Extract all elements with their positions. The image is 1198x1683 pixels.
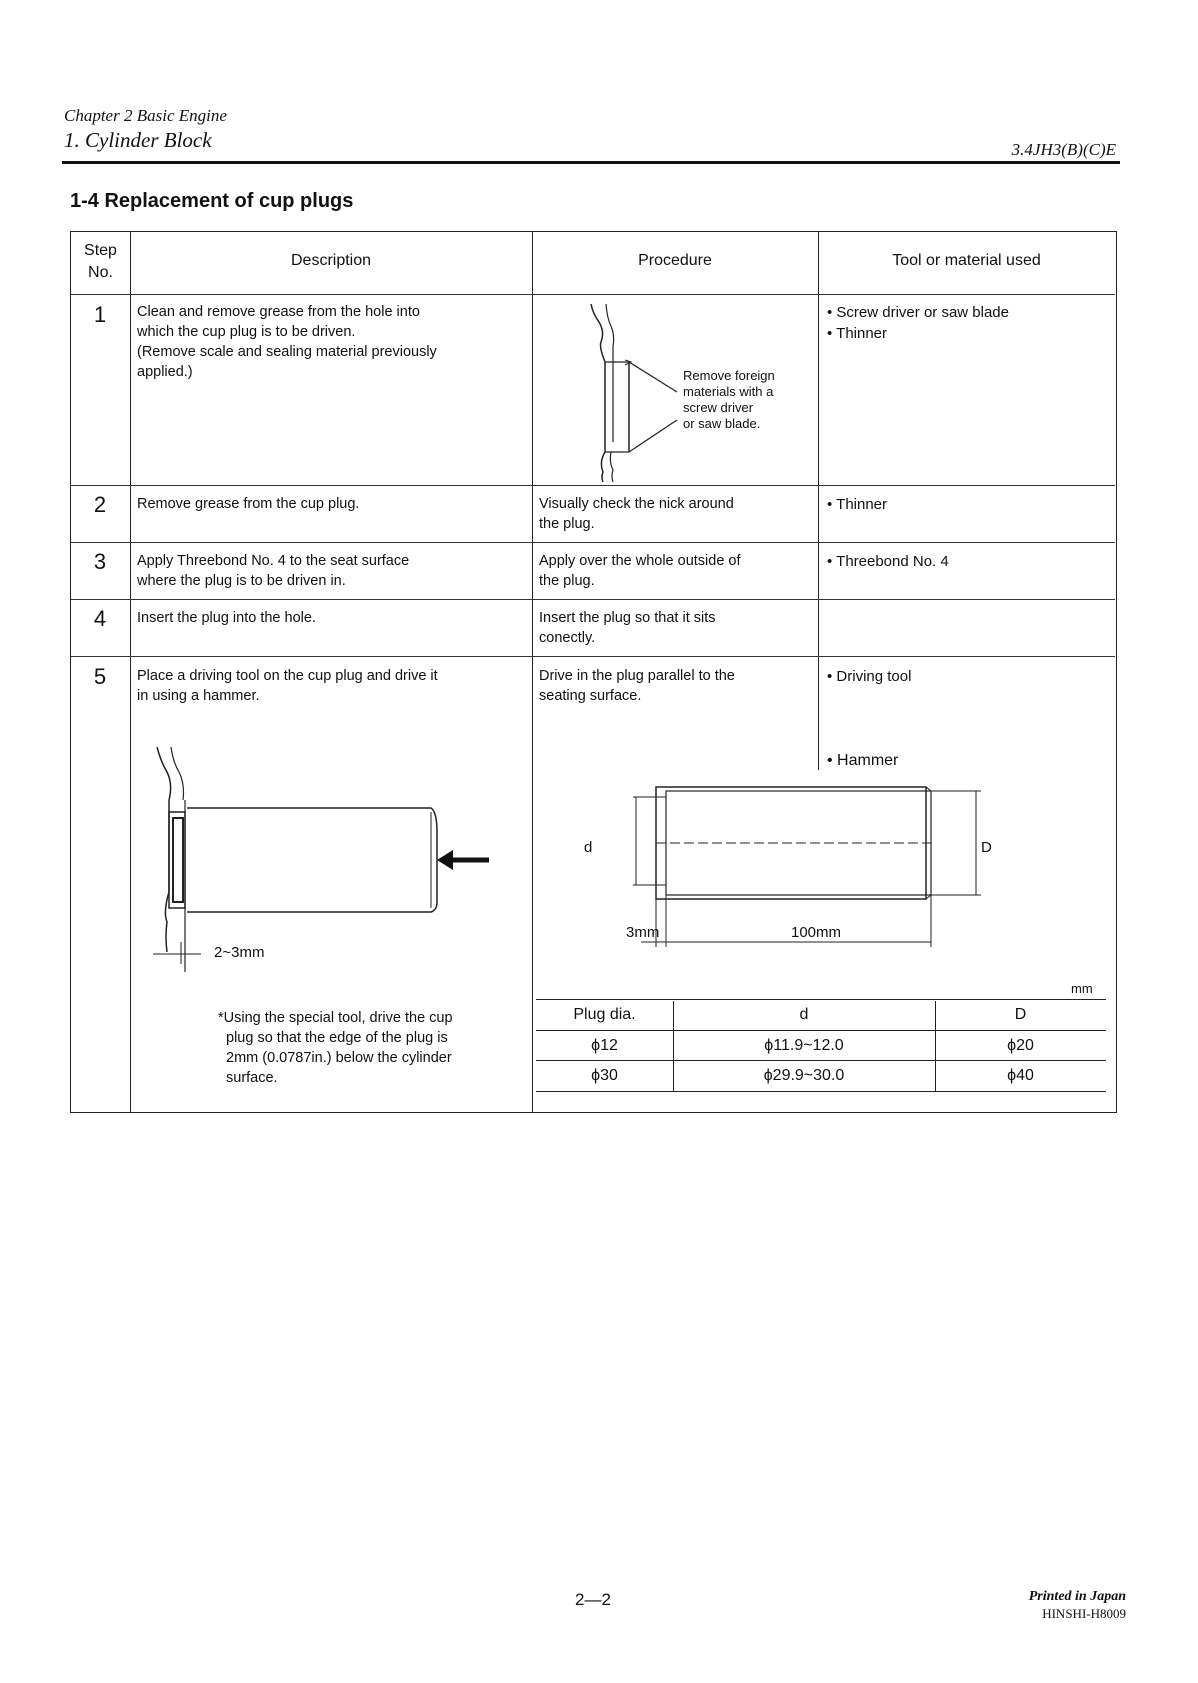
tool-dim-100mm: 100mm — [791, 924, 842, 941]
printed-in: Printed in Japan — [1028, 1589, 1126, 1604]
tool-d-label: d — [584, 839, 593, 856]
table-cell: ϕ11.9~12.0 — [764, 1037, 844, 1054]
footnote-line: *Using the special tool, drive the cup — [218, 1010, 453, 1026]
depth-label: 2~3mm — [214, 944, 265, 961]
unit-label: mm — [1071, 981, 1093, 996]
description-line: which the cup plug is to be driven. — [137, 324, 356, 340]
header-cell: Plug dia. — [573, 1006, 636, 1023]
step-procedure — [539, 666, 735, 706]
footnote — [218, 1008, 453, 1088]
step-procedure — [539, 551, 741, 591]
tool-label: Driving tool — [836, 668, 912, 685]
table-cell: ϕ12 — [591, 1037, 618, 1054]
description-line: Insert the plug into the hole. — [137, 610, 316, 626]
tool-item — [827, 302, 1009, 323]
bullet-icon: • — [827, 325, 837, 342]
step-description — [137, 666, 438, 706]
column-divider — [532, 232, 533, 1112]
tool-list — [827, 494, 887, 515]
procedure-table — [70, 231, 1117, 1113]
tool-label: Threebond No. 4 — [836, 553, 949, 570]
description-line: (Remove scale and sealing material previously — [137, 344, 437, 360]
header-step-line2: No. — [88, 264, 113, 281]
table-row — [536, 1032, 1106, 1060]
row-divider — [71, 542, 1115, 543]
model-code: 3.4JH3(B)(C)E — [1011, 140, 1116, 159]
table-cell: ϕ20 — [1007, 1037, 1034, 1054]
row-divider — [71, 656, 1115, 657]
callout-line: Remove foreign — [683, 368, 775, 383]
tool-list — [827, 302, 1009, 344]
table-cell: ϕ40 — [1007, 1067, 1034, 1084]
column-divider — [130, 232, 131, 1112]
header-step-line1: Step — [84, 242, 117, 259]
header-cell: d — [799, 1006, 809, 1023]
tool-dim-3mm: 3mm — [626, 924, 660, 941]
driving-tool-figure — [631, 777, 1101, 957]
page-subtitle: 1-4 Replacement of cup plugs — [70, 190, 354, 212]
tool-item — [827, 323, 1009, 344]
tool-item — [827, 750, 898, 771]
header-tool: Tool or material used — [892, 252, 1041, 269]
cylinder-hole-figure — [581, 302, 681, 482]
callout-line: materials with a — [683, 384, 774, 399]
row-divider — [71, 485, 1115, 486]
table-cell: ϕ29.9~30.0 — [763, 1067, 845, 1084]
tool-label: Thinner — [836, 496, 888, 513]
step-procedure — [539, 494, 734, 534]
description-line: applied.) — [137, 364, 193, 380]
tool-D-label: D — [981, 839, 992, 856]
header-procedure: Procedure — [638, 252, 712, 269]
description-line: Clean and remove grease from the hole into — [137, 304, 420, 320]
step-number: 1 — [93, 302, 107, 327]
description-line: where the plug is to be driven in. — [137, 573, 346, 589]
tool-label: Thinner — [836, 325, 888, 342]
bullet-icon: • — [827, 752, 838, 769]
document-code: HINSHI-H8009 — [1042, 1606, 1126, 1621]
bullet-icon: • — [827, 304, 837, 321]
row-divider — [71, 294, 1115, 295]
procedure-line: seating surface. — [539, 688, 642, 704]
callout-line: or saw blade. — [683, 416, 761, 431]
column-divider — [818, 232, 819, 770]
procedure-line: the plug. — [539, 516, 595, 532]
procedure-line: Visually check the nick around — [539, 496, 734, 512]
description-line: in using a hammer. — [137, 688, 260, 704]
tool-item — [827, 666, 911, 687]
plug-driving-figure — [141, 742, 531, 972]
table-header-row — [536, 1001, 1106, 1029]
footnote-line: plug so that the edge of the plug is — [226, 1030, 448, 1046]
callout-line: screw driver — [683, 400, 754, 415]
bullet-icon: • — [827, 496, 837, 513]
procedure-line: the plug. — [539, 573, 595, 589]
tool-item — [827, 494, 887, 515]
step-number: 3 — [93, 549, 107, 574]
bullet-icon: • — [827, 553, 837, 570]
tool-list — [827, 551, 949, 572]
procedure-line: Drive in the plug parallel to the — [539, 668, 735, 684]
header-description: Description — [290, 252, 372, 269]
header-rule — [62, 161, 1120, 164]
table-row — [536, 1062, 1106, 1090]
tool-label: Hammer — [837, 752, 899, 769]
step-description — [137, 302, 437, 382]
header-step — [71, 240, 130, 284]
page-number: 2—2 — [575, 1590, 611, 1609]
chapter-title: Chapter 2 Basic Engine — [64, 106, 227, 125]
step-procedure — [539, 608, 716, 648]
description-line: Place a driving tool on the cup plug and drive it — [137, 668, 438, 684]
description-line: Apply Threebond No. 4 to the seat surface — [137, 553, 410, 569]
step-description — [137, 608, 316, 628]
footnote-line: surface. — [226, 1070, 278, 1086]
tool-label: Screw driver or saw blade — [836, 304, 1009, 321]
print-info — [1029, 1588, 1126, 1622]
description-line: Remove grease from the cup plug. — [137, 496, 360, 512]
procedure-line: conectly. — [539, 630, 596, 646]
step-number: 5 — [93, 664, 107, 689]
step-number: 4 — [93, 606, 107, 631]
table-cell: ϕ30 — [591, 1067, 618, 1084]
section-title: 1. Cylinder Block — [64, 128, 212, 152]
step-number: 2 — [93, 492, 107, 517]
header-cell: D — [1014, 1006, 1027, 1023]
bullet-icon: • — [827, 668, 837, 685]
footnote-line: 2mm (0.0787in.) below the cylinder — [226, 1050, 452, 1066]
step-description — [137, 551, 409, 591]
procedure-line: Apply over the whole outside of — [539, 553, 741, 569]
tool-item — [827, 551, 949, 572]
procedure-callout — [683, 368, 775, 432]
procedure-line: Insert the plug so that it sits — [539, 610, 716, 626]
step-description — [137, 494, 359, 514]
row-divider — [71, 599, 1115, 600]
